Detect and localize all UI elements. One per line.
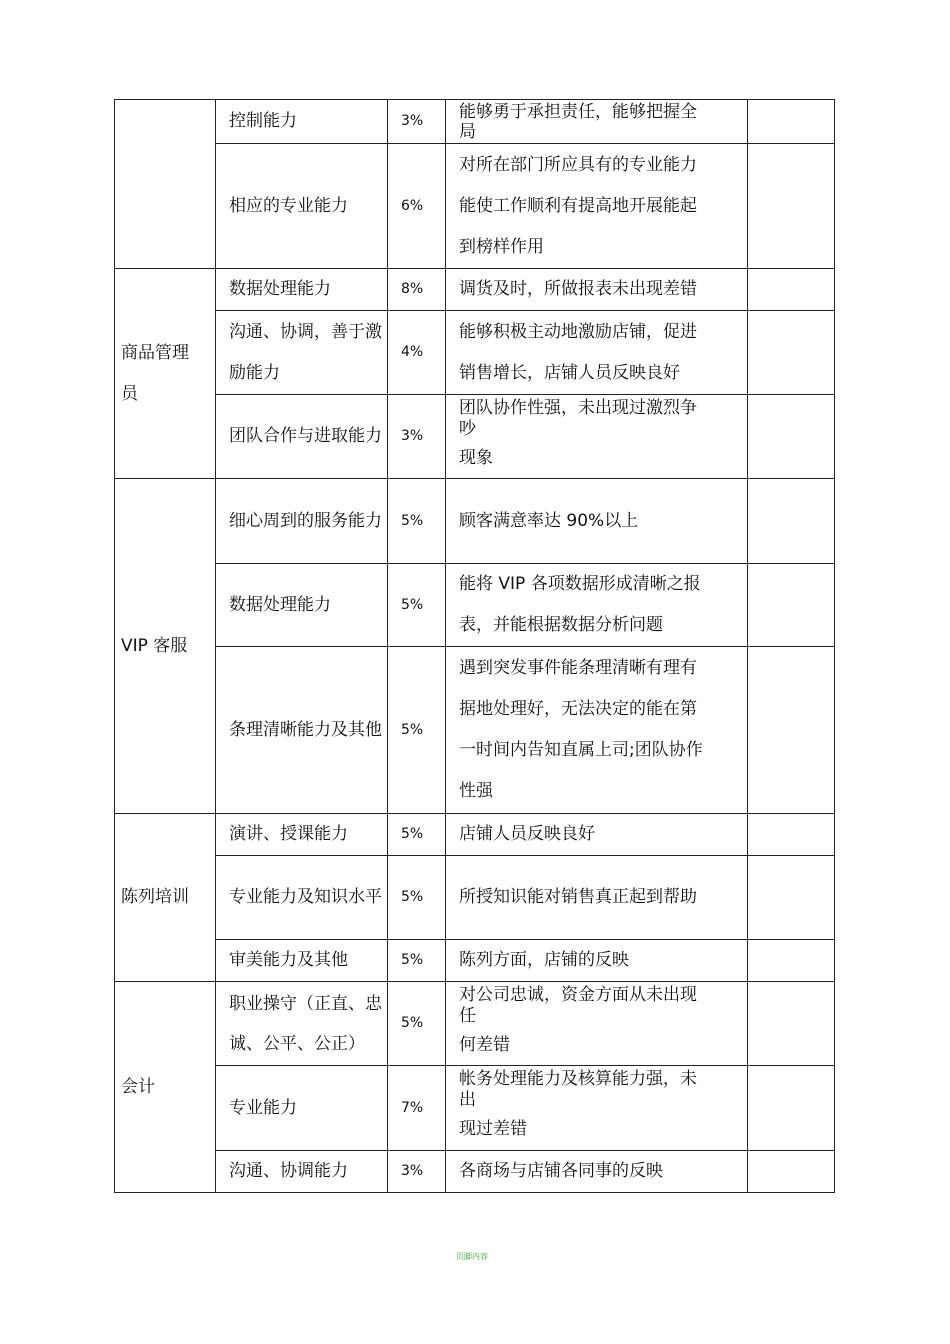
- desc-cell: 所授知识能对销售真正起到帮助: [446, 856, 748, 940]
- desc-line: 到榜样作用: [459, 236, 544, 257]
- desc-cell: 店铺人员反映良好: [446, 814, 748, 856]
- desc-cell: [446, 311, 748, 395]
- item-cell: 细心周到的服务能力: [216, 479, 388, 564]
- table-row: [115, 982, 835, 1066]
- desc-line: 现象: [459, 447, 493, 468]
- blank-cell: [748, 311, 835, 395]
- item-cell: 沟通、协调能力: [216, 1151, 388, 1193]
- desc-line: 能使工作顺利有提高地开展能起: [459, 195, 697, 216]
- role-cell: 会计: [115, 982, 216, 1193]
- blank-cell: [748, 1066, 835, 1151]
- desc-line: 能将 VIP 各项数据形成清晰之报: [459, 574, 701, 594]
- table-row: [115, 479, 835, 564]
- desc-cell: [446, 647, 748, 814]
- desc-line: 帐务处理能力及核算能力强，未: [459, 1069, 697, 1089]
- table-row: [115, 311, 835, 395]
- desc-line: 对公司忠诚，资金方面从未出现: [459, 984, 697, 1005]
- item-cell: 职业操守（正直、忠诚、公平、公正）: [216, 982, 388, 1066]
- weight-cell: 3%: [388, 1151, 446, 1193]
- role-cell: 陈列培训: [115, 814, 216, 982]
- desc-line: 遇到突发事件能条理清晰有理有: [459, 658, 697, 678]
- desc-line: 出: [459, 1090, 476, 1110]
- desc-line: 局: [459, 121, 476, 142]
- weight-cell: 4%: [388, 311, 446, 395]
- desc-cell: 顾客满意率达 90%以上: [446, 479, 748, 564]
- blank-cell: [748, 1151, 835, 1193]
- blank-cell: [748, 856, 835, 940]
- desc-line: 一时间内告知直属上司;团队协作: [459, 740, 703, 760]
- table-row: [115, 100, 835, 144]
- item-cell: 专业能力: [216, 1066, 388, 1151]
- weight-cell: 5%: [388, 647, 446, 814]
- table-row: [115, 940, 835, 982]
- evaluation-table: [114, 99, 835, 1193]
- weight-cell: 6%: [388, 144, 446, 269]
- desc-cell: [446, 395, 748, 479]
- desc-line: 销售增长，店铺人员反映良好: [459, 362, 680, 383]
- desc-cell: 调货及时，所做报表未出现差错: [446, 269, 748, 311]
- desc-cell: [446, 982, 748, 1066]
- blank-cell: [748, 940, 835, 982]
- desc-line: 团队协作性强，未出现过激烈争: [459, 397, 697, 418]
- blank-cell: [748, 564, 835, 647]
- table-row: [115, 814, 835, 856]
- item-cell: 数据处理能力: [216, 269, 388, 311]
- desc-line: 能够积极主动地激励店铺，促进: [459, 321, 697, 342]
- table-row: [115, 1066, 835, 1151]
- table-row: [115, 1151, 835, 1193]
- item-cell: 演讲、授课能力: [216, 814, 388, 856]
- desc-cell: [446, 144, 748, 269]
- desc-line: 性强: [459, 781, 493, 801]
- weight-cell: 5%: [388, 982, 446, 1066]
- desc-line: 吵: [459, 418, 476, 439]
- desc-line: 对所在部门所应具有的专业能力: [459, 154, 697, 175]
- weight-cell: 5%: [388, 479, 446, 564]
- role-cell: [115, 269, 216, 479]
- item-cell: 相应的专业能力: [216, 144, 388, 269]
- blank-cell: [748, 144, 835, 269]
- item-cell: 条理清晰能力及其他: [216, 647, 388, 814]
- weight-cell: 3%: [388, 395, 446, 479]
- desc-line: 何差错: [459, 1034, 510, 1055]
- weight-cell: 3%: [388, 100, 446, 144]
- blank-cell: [748, 647, 835, 814]
- item-cell: 专业能力及知识水平: [216, 856, 388, 940]
- blank-cell: [748, 395, 835, 479]
- blank-cell: [748, 982, 835, 1066]
- table-row: [115, 269, 835, 311]
- blank-cell: [748, 100, 835, 144]
- item-cell: 数据处理能力: [216, 564, 388, 647]
- table-row: [115, 856, 835, 940]
- blank-cell: [748, 269, 835, 311]
- desc-line: 表，并能根据数据分析问题: [459, 615, 663, 635]
- item-cell: 控制能力: [216, 100, 388, 144]
- desc-line: 任: [459, 1005, 476, 1026]
- desc-cell: 陈列方面，店铺的反映: [446, 940, 748, 982]
- weight-cell: 5%: [388, 564, 446, 647]
- weight-cell: 8%: [388, 269, 446, 311]
- role-line: 员: [121, 383, 138, 404]
- item-cell: 沟通、协调，善于激励能力: [216, 311, 388, 395]
- desc-cell: 各商场与店铺各同事的反映: [446, 1151, 748, 1193]
- blank-cell: [748, 479, 835, 564]
- desc-line: 能够勇于承担责任，能够把握全: [459, 101, 697, 122]
- weight-cell: 5%: [388, 856, 446, 940]
- weight-cell: 7%: [388, 1066, 446, 1151]
- weight-cell: 5%: [388, 940, 446, 982]
- desc-line: 现过差错: [459, 1119, 527, 1139]
- desc-line: 据地处理好，无法决定的能在第: [459, 699, 697, 719]
- blank-cell: [748, 814, 835, 856]
- role-line: 商品管理: [121, 342, 189, 363]
- table-row: [115, 395, 835, 479]
- table-row: [115, 647, 835, 814]
- page-footer: 页脚内容: [456, 1252, 488, 1261]
- desc-cell: [446, 100, 748, 144]
- item-cell: 审美能力及其他: [216, 940, 388, 982]
- role-cell: [115, 100, 216, 269]
- weight-cell: 5%: [388, 814, 446, 856]
- table-row: [115, 144, 835, 269]
- desc-cell: [446, 564, 748, 647]
- item-cell: 团队合作与进取能力: [216, 395, 388, 479]
- table-row: [115, 564, 835, 647]
- role-cell: VIP 客服: [115, 479, 216, 814]
- desc-cell: [446, 1066, 748, 1151]
